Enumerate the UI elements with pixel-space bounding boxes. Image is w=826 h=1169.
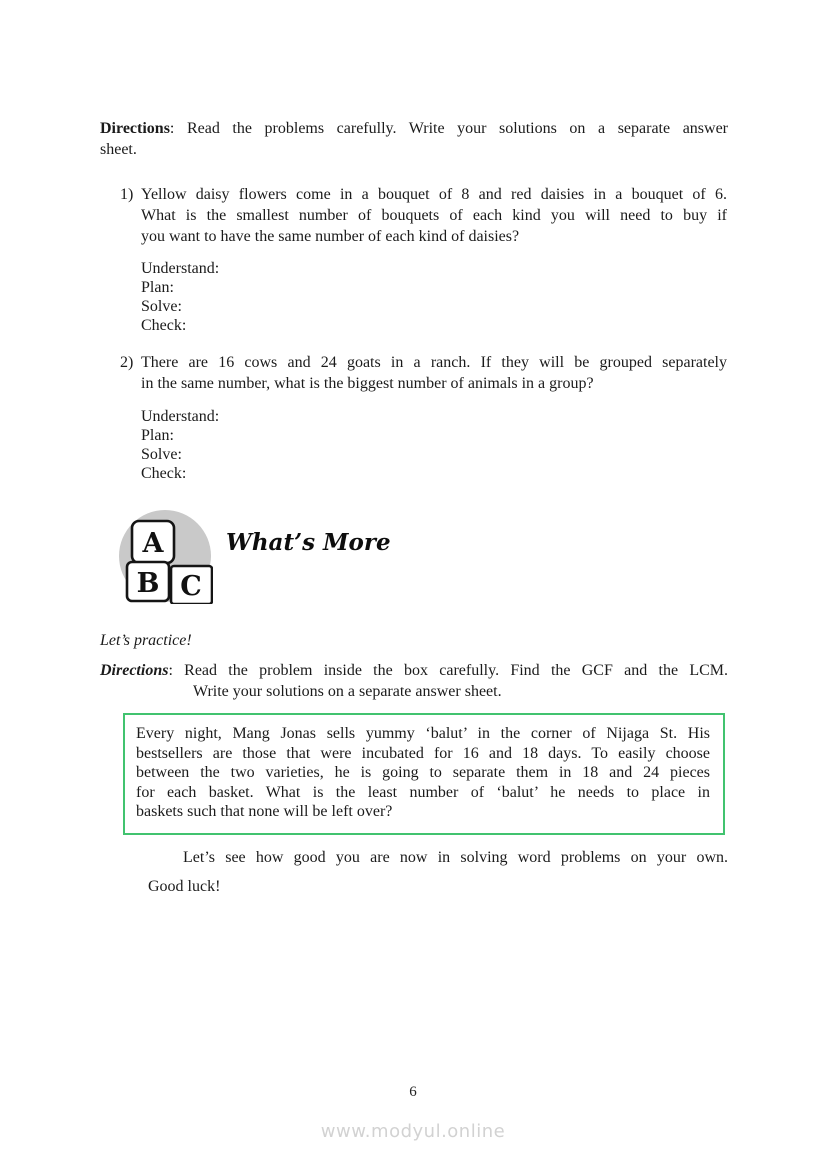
step-check: Check: bbox=[141, 317, 187, 334]
problem-1-text bbox=[141, 184, 727, 247]
text-line: There are 16 cows and 24 goats in a ranch. If they will be grouped separately bbox=[141, 354, 727, 371]
problem-2-marker: 2) bbox=[120, 354, 134, 371]
directions-label: Directions bbox=[100, 662, 169, 679]
step-check: Check: bbox=[141, 465, 187, 482]
block-letter-c: C bbox=[180, 571, 202, 602]
page-number: 6 bbox=[409, 1084, 417, 1100]
step-understand: Understand: bbox=[141, 408, 220, 425]
block-letter-b: B bbox=[136, 568, 160, 599]
step-solve: Solve: bbox=[141, 298, 182, 315]
directions-2-paragraph bbox=[100, 660, 728, 702]
practice-lead: Let’s practice! bbox=[100, 632, 192, 649]
step-plan: Plan: bbox=[141, 427, 174, 444]
directions-text: : Read the problems carefully. Write your solutions on a separate answer bbox=[169, 120, 728, 137]
text-line: Write your solutions on a separate answer sheet. bbox=[193, 683, 502, 700]
problem-1-marker: 1) bbox=[120, 186, 134, 203]
abc-blocks-icon bbox=[117, 508, 213, 604]
text-line: sheet. bbox=[100, 141, 137, 158]
text-line: in the same number, what is the biggest number of animals in a group? bbox=[141, 375, 594, 392]
text-line: for each basket. What is the least number of ‘balut’ he needs to place in bbox=[136, 783, 710, 801]
text-line: you want to have the same number of each kind of daisies? bbox=[141, 228, 520, 245]
text-line: Yellow daisy flowers come in a bouquet of 8 and red daisies in a bouquet of 6. bbox=[141, 186, 727, 203]
good-luck-text: Good luck! bbox=[148, 878, 221, 895]
word-problem-box bbox=[123, 713, 725, 835]
section-heading: What’s More bbox=[226, 529, 391, 556]
directions-paragraph bbox=[100, 118, 728, 160]
step-solve: Solve: bbox=[141, 446, 182, 463]
problem-1-steps bbox=[141, 259, 219, 335]
directions-text: : Read the problem inside the box carefully. Find the GCF and the LCM. bbox=[168, 662, 728, 679]
text-line: bestsellers are those that were incubated for 16 and 18 days. To easily choose bbox=[136, 744, 710, 762]
problem-2-text bbox=[141, 352, 727, 394]
text-line: baskets such that none will be left over? bbox=[136, 803, 393, 820]
step-plan: Plan: bbox=[141, 279, 174, 296]
closing-sentence: Let’s see how good you are now in solving word problems on your own. bbox=[183, 849, 728, 866]
block-letter-a: A bbox=[142, 528, 164, 559]
text-line bbox=[100, 118, 728, 139]
text-line: What is the smallest number of bouquets of each kind you will need to buy if bbox=[141, 207, 727, 224]
problem-2-steps bbox=[141, 407, 219, 483]
text-line: Every night, Mang Jonas sells yummy ‘balut’ in the corner of Nijaga St. His bbox=[136, 725, 710, 742]
text-line bbox=[100, 660, 728, 681]
text-line: between the two varieties, he is going to separate them in 18 and 24 pieces bbox=[136, 764, 710, 781]
step-understand: Understand: bbox=[141, 260, 220, 277]
watermark: www.modyul.online bbox=[320, 1121, 506, 1142]
directions-label: Directions bbox=[100, 120, 170, 137]
